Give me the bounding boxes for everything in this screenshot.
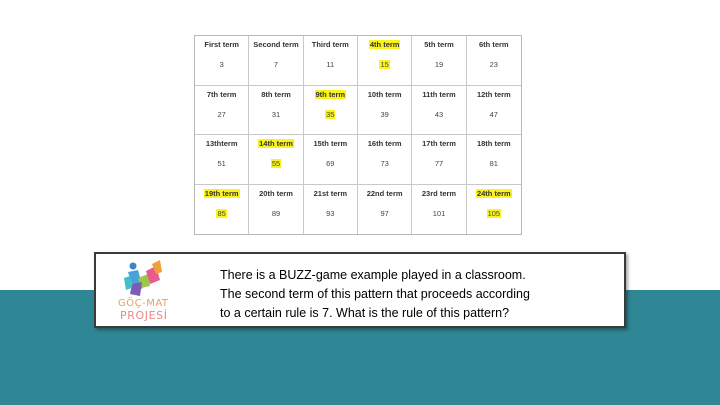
term-label: 12th term <box>476 89 511 99</box>
term-value: 51 <box>217 159 226 168</box>
term-cell <box>195 185 249 235</box>
term-cell <box>195 36 249 86</box>
term-value: 31 <box>271 109 281 119</box>
term-label: 11th term <box>422 89 456 99</box>
term-value: 3 <box>219 60 224 69</box>
term-value: 39 <box>380 109 389 119</box>
term-cell <box>249 86 303 136</box>
term-cell <box>195 135 249 185</box>
term-value: 73 <box>380 159 389 168</box>
terms-table <box>194 35 522 235</box>
term-label: 14th term <box>259 139 293 148</box>
term-label: 17th term <box>422 139 456 148</box>
term-label: 13thterm <box>205 139 238 148</box>
term-value: 55 <box>271 159 281 168</box>
term-cell <box>467 36 521 86</box>
term-label: 15th term <box>313 139 348 148</box>
term-value: 93 <box>326 208 335 218</box>
term-label: 4th term <box>369 40 400 49</box>
goc-mat-logo <box>106 258 196 324</box>
term-cell <box>412 135 466 185</box>
term-value: 11 <box>326 60 335 69</box>
term-label: 16th term <box>367 139 402 148</box>
term-value: 19 <box>434 60 444 69</box>
term-label: 18th term <box>476 139 511 148</box>
term-cell <box>412 86 466 136</box>
term-cell <box>467 135 521 185</box>
term-cell <box>412 185 466 235</box>
term-label: 21st term <box>313 188 347 198</box>
term-value: 7 <box>273 60 279 69</box>
term-label: Second term <box>253 40 299 49</box>
term-cell <box>358 86 412 136</box>
term-value: 23 <box>489 60 498 69</box>
term-label: 20th term <box>259 188 293 198</box>
logo-text-line2: PROJESİ <box>120 309 168 322</box>
term-cell <box>467 86 521 136</box>
logo-text-line1: GÖÇ-MAT <box>118 298 169 309</box>
term-label: 23rd term <box>421 188 457 198</box>
question-line: The second term of this pattern that proceeds according <box>220 287 530 301</box>
term-label: 8th term <box>261 89 291 99</box>
term-value: 15 <box>380 60 389 69</box>
term-label: 9th term <box>315 89 346 99</box>
term-cell <box>304 185 358 235</box>
term-label: 7th term <box>206 89 237 99</box>
term-label: 6th term <box>479 40 509 49</box>
term-cell <box>412 36 466 86</box>
term-value: 85 <box>217 208 226 218</box>
term-value: 47 <box>489 109 498 119</box>
question-line: to a certain rule is 7. What is the rule of this pattern? <box>220 306 510 320</box>
term-cell <box>358 36 412 86</box>
question-line: There is a BUZZ-game example played in a classroom. <box>220 268 526 282</box>
term-label: First term <box>204 40 239 49</box>
term-value: 105 <box>487 208 501 218</box>
term-cell <box>249 36 303 86</box>
term-label: Third term <box>311 40 349 49</box>
term-cell <box>467 185 521 235</box>
term-cell <box>249 185 303 235</box>
colorful-people-logo-icon <box>116 258 176 300</box>
term-label: 5th term <box>424 40 454 49</box>
question-box <box>94 252 626 328</box>
term-cell <box>358 135 412 185</box>
term-cell <box>304 86 358 136</box>
term-value: 81 <box>489 159 498 168</box>
term-cell <box>304 36 358 86</box>
term-value: 27 <box>217 109 226 119</box>
term-label: 24th term <box>476 188 511 198</box>
term-value: 35 <box>326 109 335 119</box>
term-value: 97 <box>380 208 389 218</box>
term-label: 10th term <box>367 89 402 99</box>
question-text <box>220 266 620 323</box>
term-value: 43 <box>434 109 444 119</box>
term-label: 22nd term <box>366 188 403 198</box>
term-value: 101 <box>432 208 446 218</box>
term-cell <box>249 135 303 185</box>
term-cell <box>304 135 358 185</box>
term-value: 69 <box>326 159 335 168</box>
term-cell <box>358 185 412 235</box>
term-label: 19th term <box>204 188 239 198</box>
term-cell <box>195 86 249 136</box>
term-value: 77 <box>434 159 444 168</box>
term-value: 89 <box>271 208 281 218</box>
